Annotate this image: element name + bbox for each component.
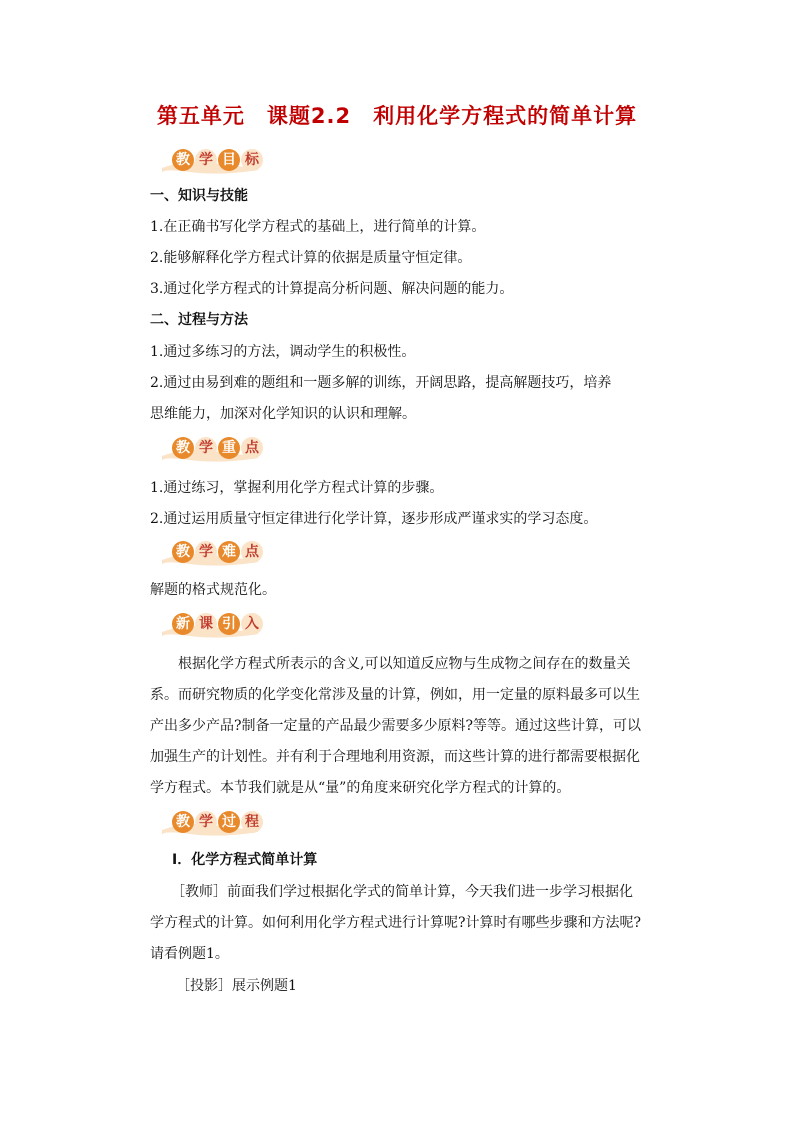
- badge-char: 教: [172, 541, 194, 563]
- difficulty-text: 解题的格式规范化。: [150, 582, 276, 598]
- badge-char: 学: [195, 811, 217, 833]
- intro-line: 学方程式。本节我们就是从“量”的角度来研究化学方程式的计算的。: [150, 780, 571, 796]
- badge-char: 学: [195, 149, 217, 171]
- badge-char: 入: [241, 613, 263, 635]
- badge-char: 教: [172, 437, 194, 459]
- list-item: 1.通过多练习的方法，调动学生的积极性。: [150, 344, 416, 360]
- page-title: 第五单元 课题2.2 利用化学方程式的简单计算: [156, 104, 638, 128]
- badge-objectives: [160, 146, 260, 176]
- process-line: 请看例题1。: [150, 946, 229, 962]
- badge-char: 课: [195, 613, 217, 635]
- intro-line: 系。而研究物质的化学变化常涉及量的计算，例如，用一定量的原料最多可以生: [150, 687, 640, 703]
- section-heading: 二、过程与方法: [150, 312, 248, 328]
- badge-key-points: [160, 434, 260, 464]
- list-item: 2.能够解释化学方程式计算的依据是质量守恒定律。: [150, 250, 472, 266]
- list-item: 1.通过练习，掌握利用化学方程式计算的步骤。: [150, 480, 444, 496]
- list-item: 思维能力，加深对化学知识的认识和理解。: [150, 406, 416, 422]
- intro-line: 产出多少产品?制备一定量的产品最少需要多少原料?等等。通过这些计算，可以: [150, 718, 642, 734]
- process-line: ［教师］前面我们学过根据化学式的简单计算，今天我们进一步学习根据化: [150, 884, 633, 900]
- badge-char: 重: [218, 437, 240, 459]
- process-line: 学方程式的计算。如何利用化学方程式进行计算呢?计算时有哪些步骤和方法呢?: [150, 915, 642, 931]
- badge-difficulties: [160, 538, 260, 568]
- badge-process: [160, 808, 260, 838]
- list-item: 3.通过化学方程式的计算提高分析问题、解决问题的能力。: [150, 281, 514, 297]
- section-heading: 一、知识与技能: [150, 188, 248, 204]
- intro-line: 加强生产的计划性。并有利于合理地利用资源，而这些计算的进行都需要根据化: [150, 749, 640, 765]
- badge-char: 新: [172, 613, 194, 635]
- badge-char: 过: [218, 811, 240, 833]
- badge-intro: [160, 610, 260, 640]
- badge-char: 引: [218, 613, 240, 635]
- projection-line: ［投影］展示例题1: [176, 978, 297, 994]
- badge-char: 程: [241, 811, 263, 833]
- badge-char: 学: [195, 541, 217, 563]
- badge-char: 难: [218, 541, 240, 563]
- intro-line: 根据化学方程式所表示的含义,可以知道反应物与生成物之间存在的数量关: [150, 656, 631, 672]
- list-item: 2.通过运用质量守恒定律进行化学计算，逐步形成严谨求实的学习态度。: [150, 511, 598, 527]
- badge-char: 点: [241, 437, 263, 459]
- badge-char: 标: [241, 149, 263, 171]
- badge-char: 学: [195, 437, 217, 459]
- list-item: 1.在正确书写化学方程式的基础上，进行简单的计算。: [150, 219, 486, 235]
- badge-char: 目: [218, 149, 240, 171]
- process-heading: Ⅰ．化学方程式简单计算: [172, 852, 318, 868]
- badge-char: 教: [172, 149, 194, 171]
- badge-char: 教: [172, 811, 194, 833]
- badge-char: 点: [241, 541, 263, 563]
- list-item: 2.通过由易到难的题组和一题多解的训练，开阔思路，提高解题技巧，培养: [150, 375, 612, 391]
